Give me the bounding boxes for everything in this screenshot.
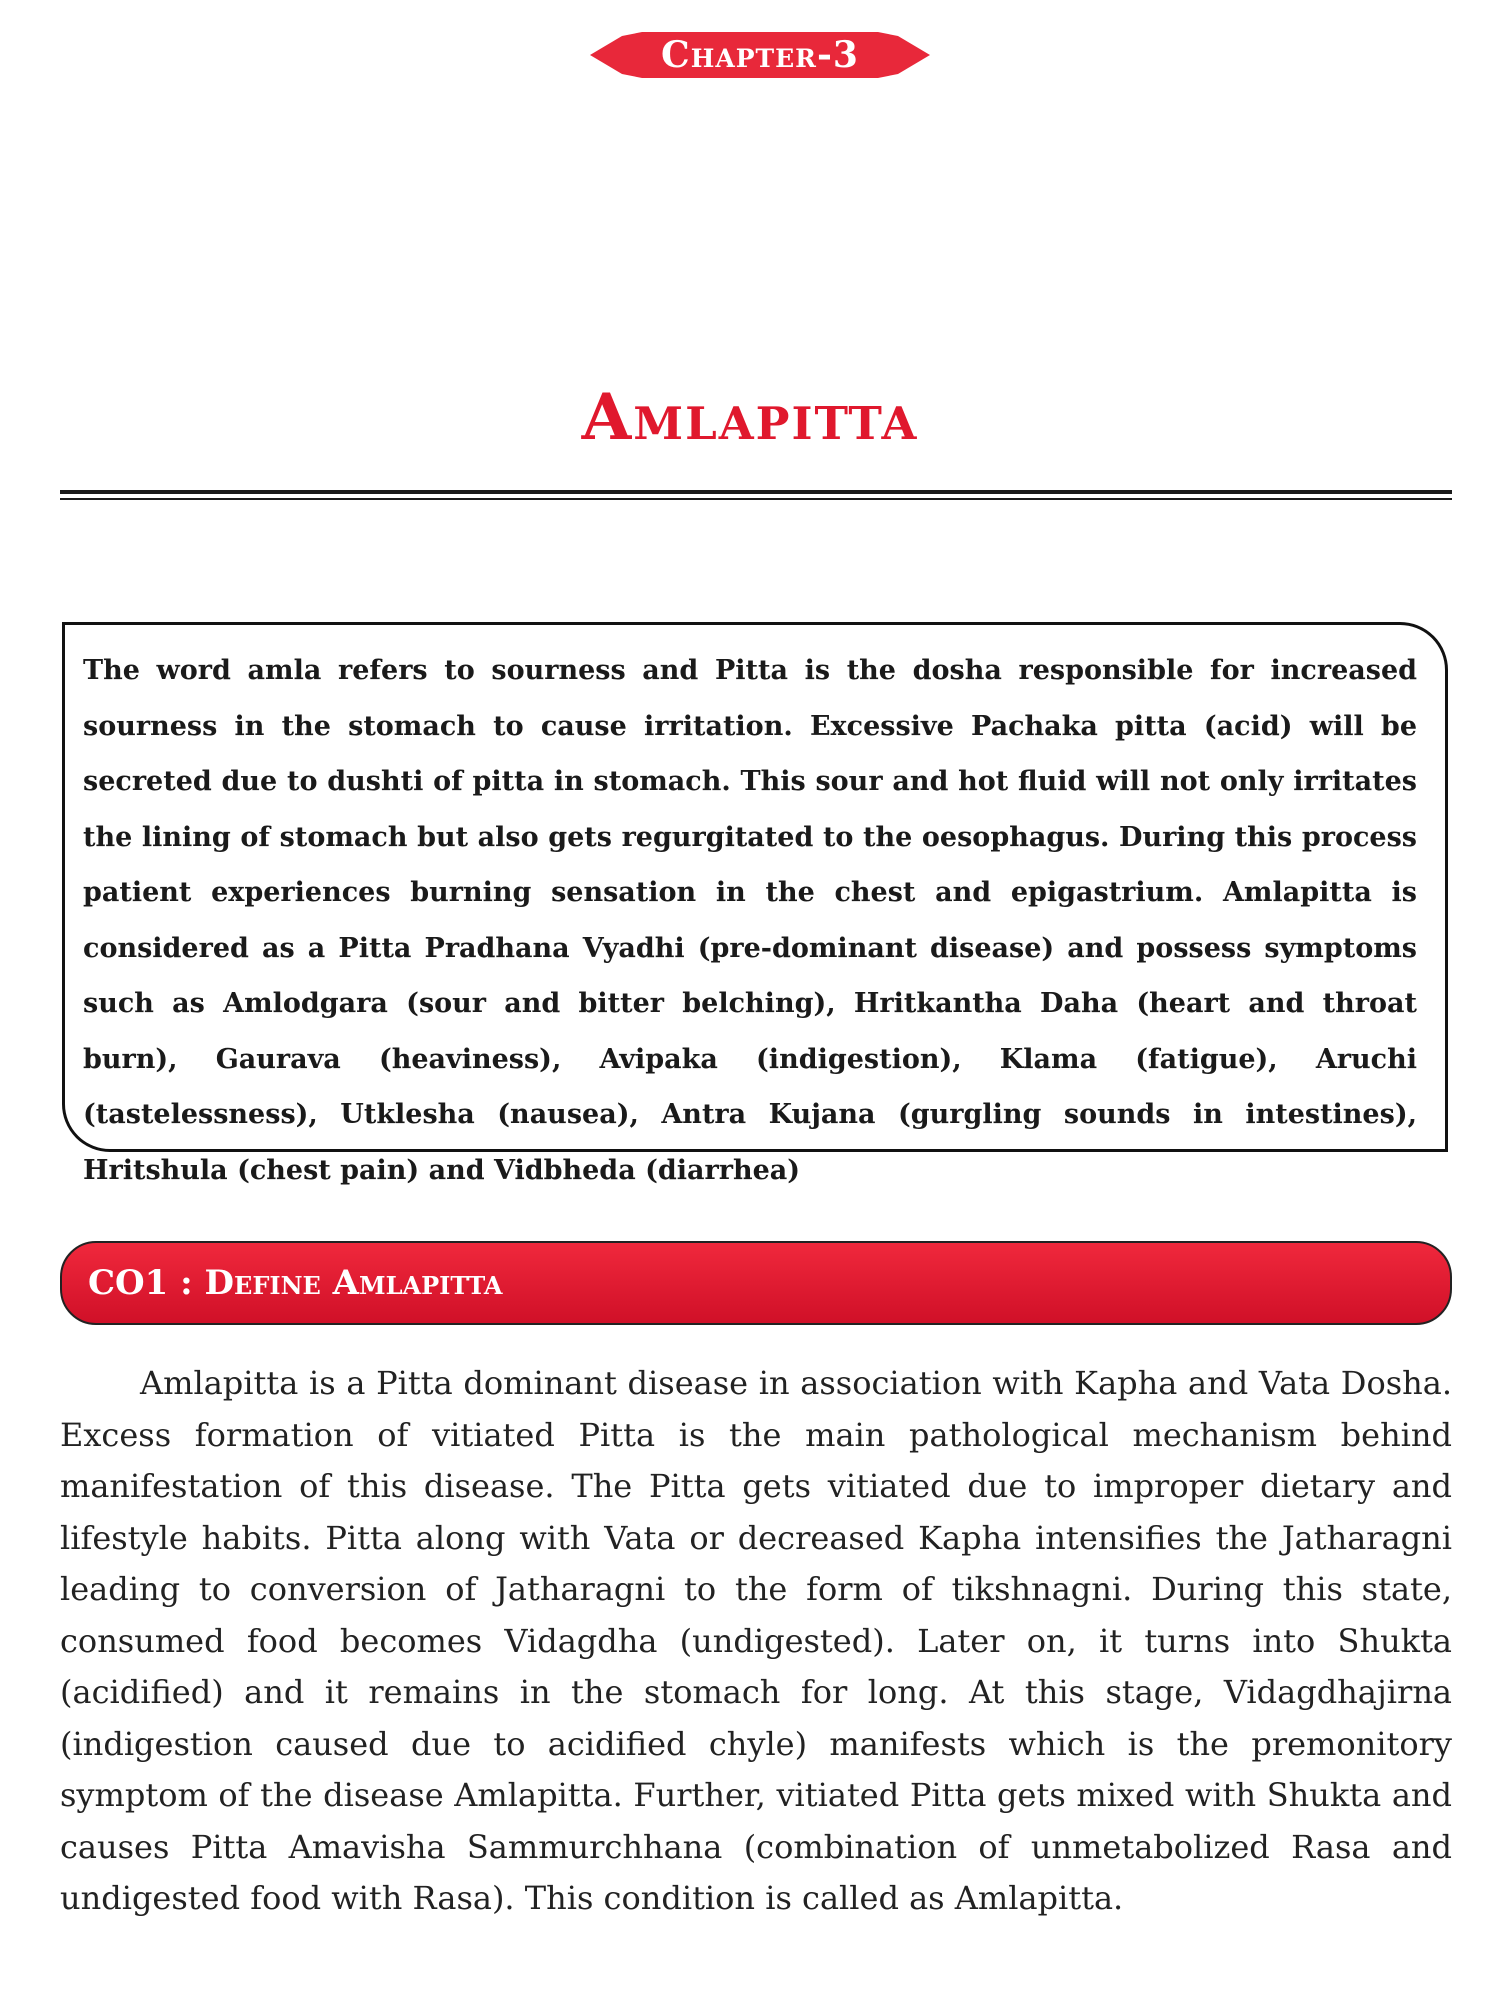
- summary-text: The word amla refers to sourness and Pitta is the dosha responsible for increased sourness in the stomach to cause irritation. Excessive Pachaka pitta (acid) will be secreted due to dushti of pitta in stomach. This sour and hot fluid will not only irritates the lining of stomach but also gets regurgitated to the oesophagus. During this process patient experiences burning sensation in the chest and epigastrium. Amlapitta is considered as a Pitta Pradhana Vyadhi (pre-dominant disease) and possess symptoms such as Amlodgara (sour and bitter belching), Hritkantha Daha (heart and throat burn), Gaurava (heaviness), Avipaka (indigestion), Klama (fatigue), Aruchi (tastelessness), Utklesha (nausea), Antra Kujana (gurgling sounds in intestines), Hritshula (chest pain) and Vidbheda (diarrhea): [83, 655, 1417, 1186]
- summary-box: [62, 622, 1448, 1186]
- body-paragraph: Amlapitta is a Pitta dominant disease in association with Kapha and Vata Dosha. Excess formation of vitiated Pitta is the main pathological mechanism behind manifestation of this disease. The Pitta gets vitiated due to improper dietary and lifestyle habits. Pitta along with Vata or decreased Kapha intensifies the Jatharagni leading to conversion of Jatharagni to the form of tikshnagni. During this state, consumed food becomes Vidagdha (undigested). Later on, it turns into Shukta (acidified) and it remains in the stomach for long. At this stage, Vidagdhajirna (indigestion caused due to acidified chyle) manifests which is the premonitory symptom of the disease Amlapitta. Further, vitiated Pitta gets mixed with Shukta and causes Pitta Amavisha Sammurchhana (combination of unmetabolized Rasa and undigested food with Rasa). This condition is called as Amlapitta.: [60, 1364, 1452, 1917]
- section-header: [60, 1241, 1452, 1325]
- chapter-tag: [590, 30, 930, 80]
- chapter-label: Chapter-3: [661, 34, 859, 76]
- page-title: Amlapitta: [581, 380, 919, 455]
- title-divider: [60, 490, 1452, 500]
- section-title: CO1 : Define Amlapitta: [88, 1263, 503, 1303]
